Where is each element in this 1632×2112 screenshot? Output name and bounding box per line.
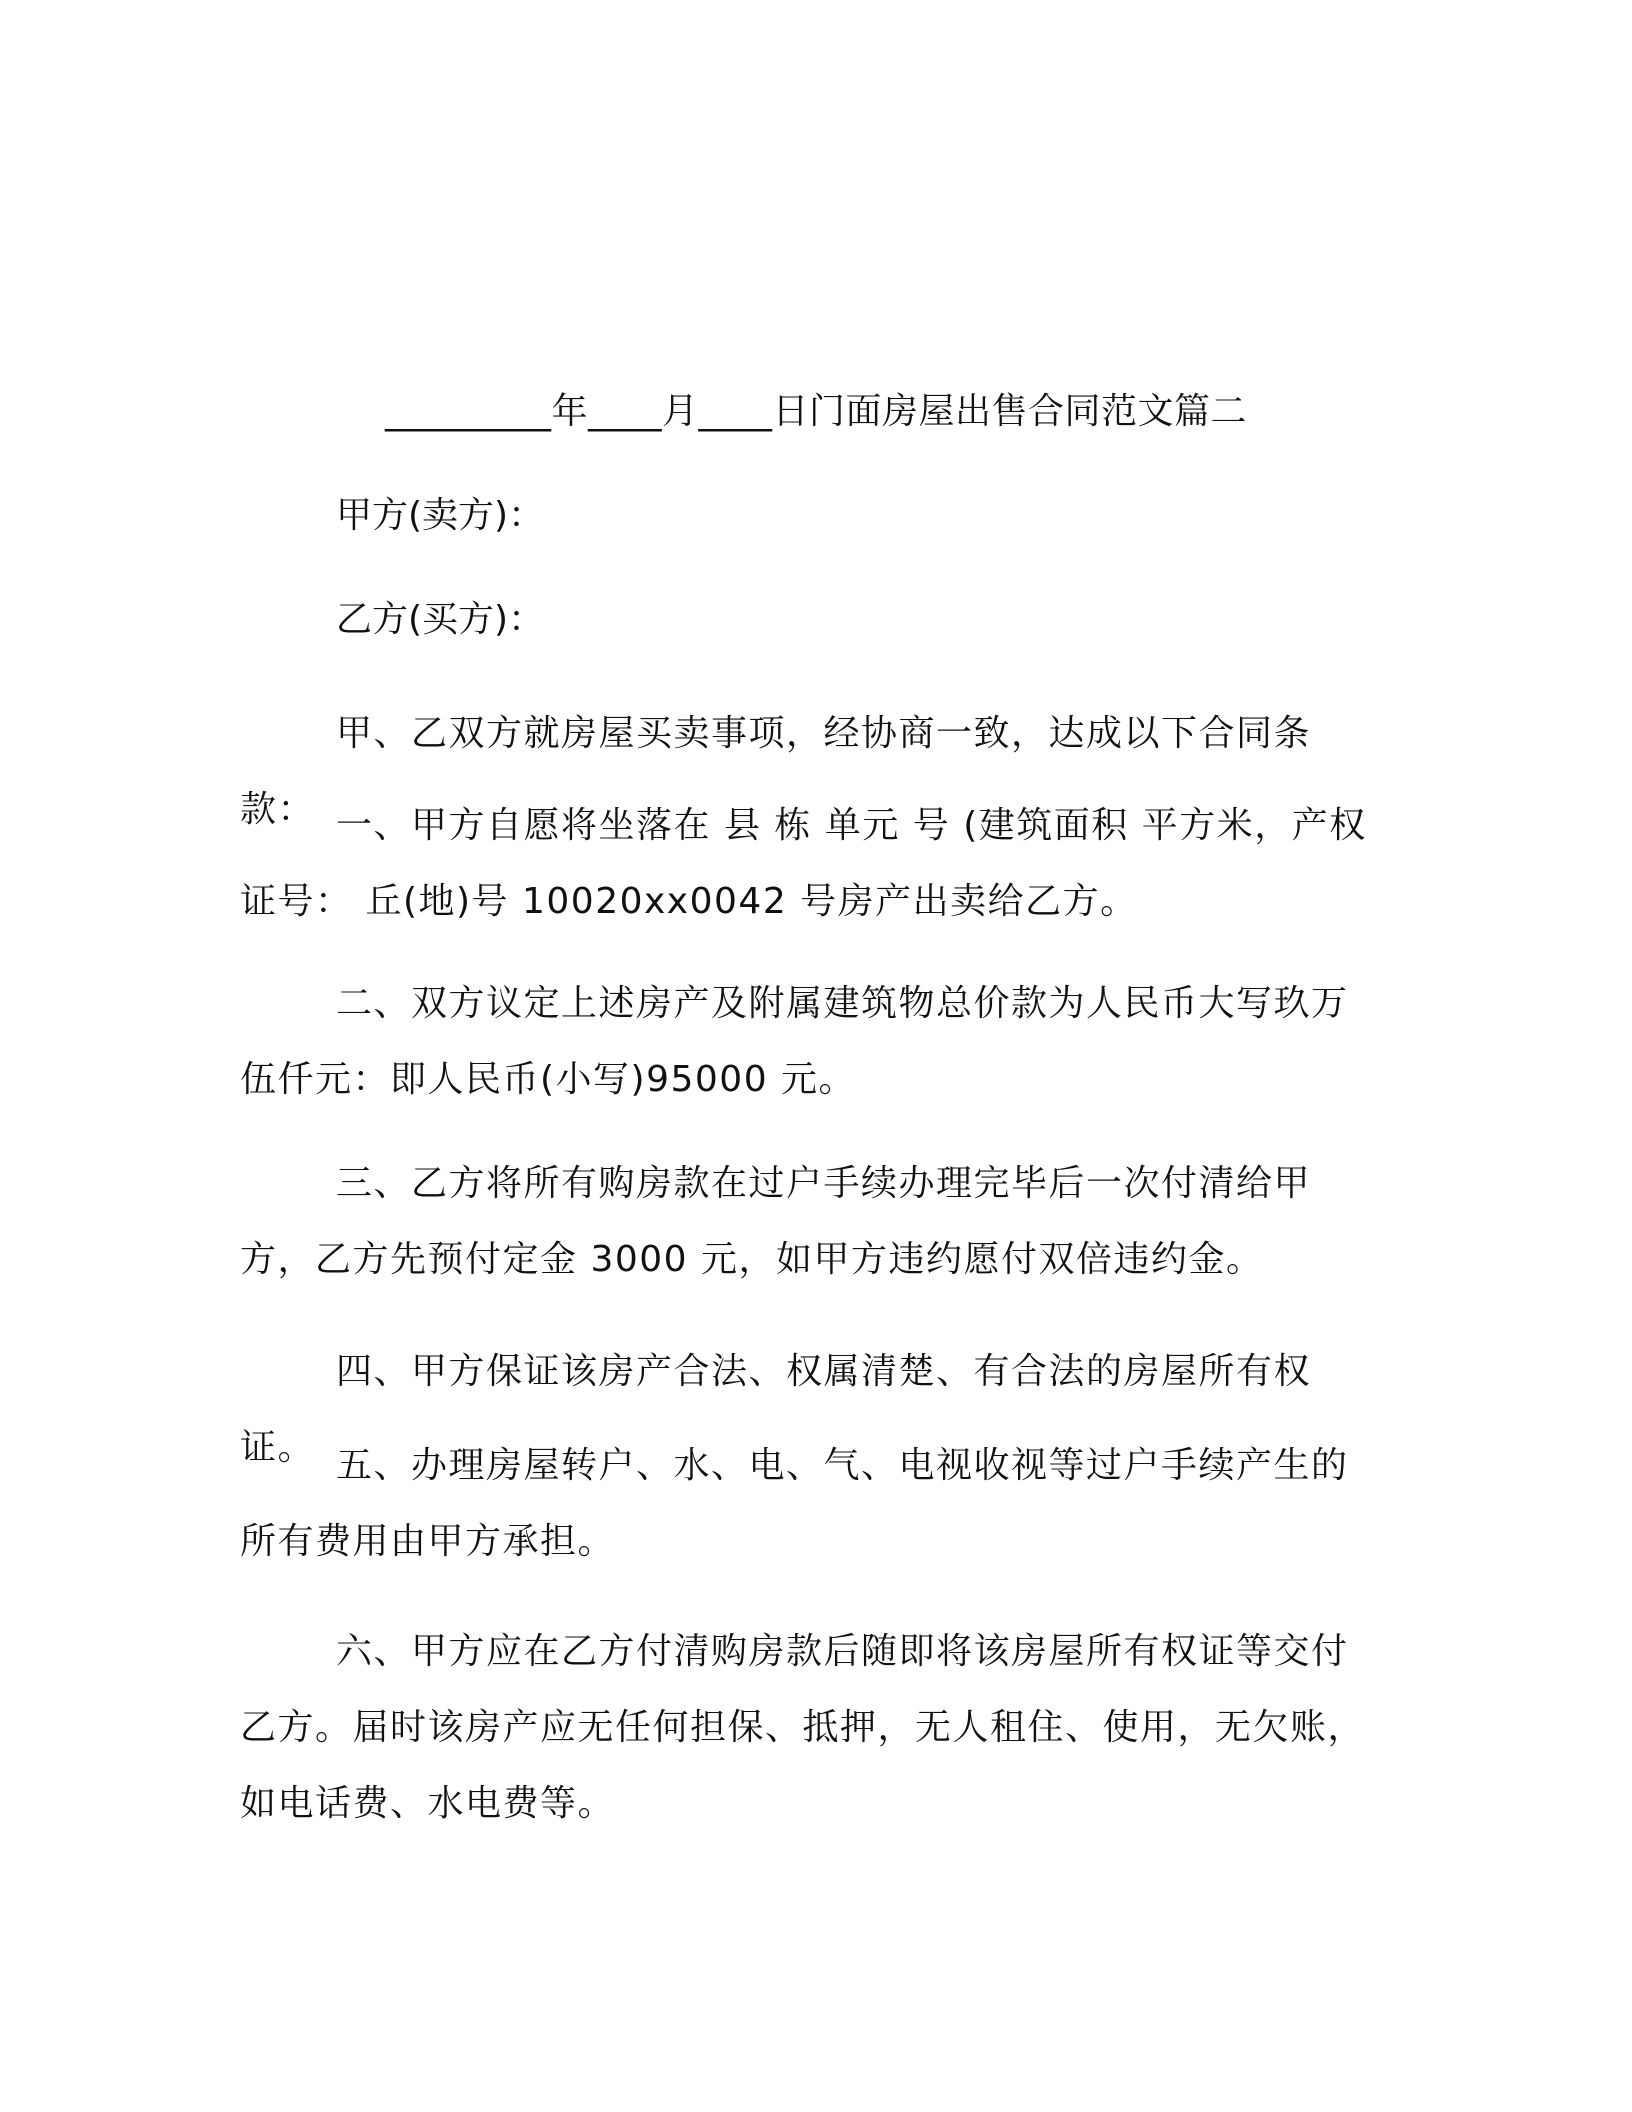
clause-4: 四、甲方保证该房产合法、权属清楚、有合法的房屋所有权证。 <box>240 1351 1312 1468</box>
party-b-line: 乙方(买方)： <box>336 599 545 640</box>
clause-1: 一、甲方自愿将坐落在 县 栋 单元 号 (建筑面积 平方米，产权证号： 丘(地)号 10020xx0042 号房产出卖给乙方。 <box>240 805 1367 922</box>
clause-6: 六、甲方应在乙方付清购房款后随即将该房屋所有权证等交付乙方。届时该房产应无任何担保、抵押，无人租住、使用，无欠账，如电话费、水电费等。 <box>240 1631 1366 1824</box>
clause-5: 五、办理房屋转户、水、电、气、电视收视等过户手续产生的所有费用由甲方承担。 <box>240 1445 1349 1562</box>
clause-2: 二、双方议定上述房产及附属建筑物总价款为人民币大写玖万伍仟元：即人民币(小写)95000 元。 <box>240 983 1349 1100</box>
clause-3: 三、乙方将所有购房款在过户手续办理完毕后一次付清给甲方，乙方先预付定金 3000 元，如甲方违约愿付双倍违约金。 <box>240 1163 1312 1280</box>
party-a-line: 甲方(卖方)： <box>336 495 545 536</box>
document-title: _________年____月____日门面房屋出售合同范文篇二 <box>384 391 1247 432</box>
intro-paragraph: 甲、乙双方就房屋买卖事项，经协商一致，达成以下合同条款： <box>240 713 1312 830</box>
